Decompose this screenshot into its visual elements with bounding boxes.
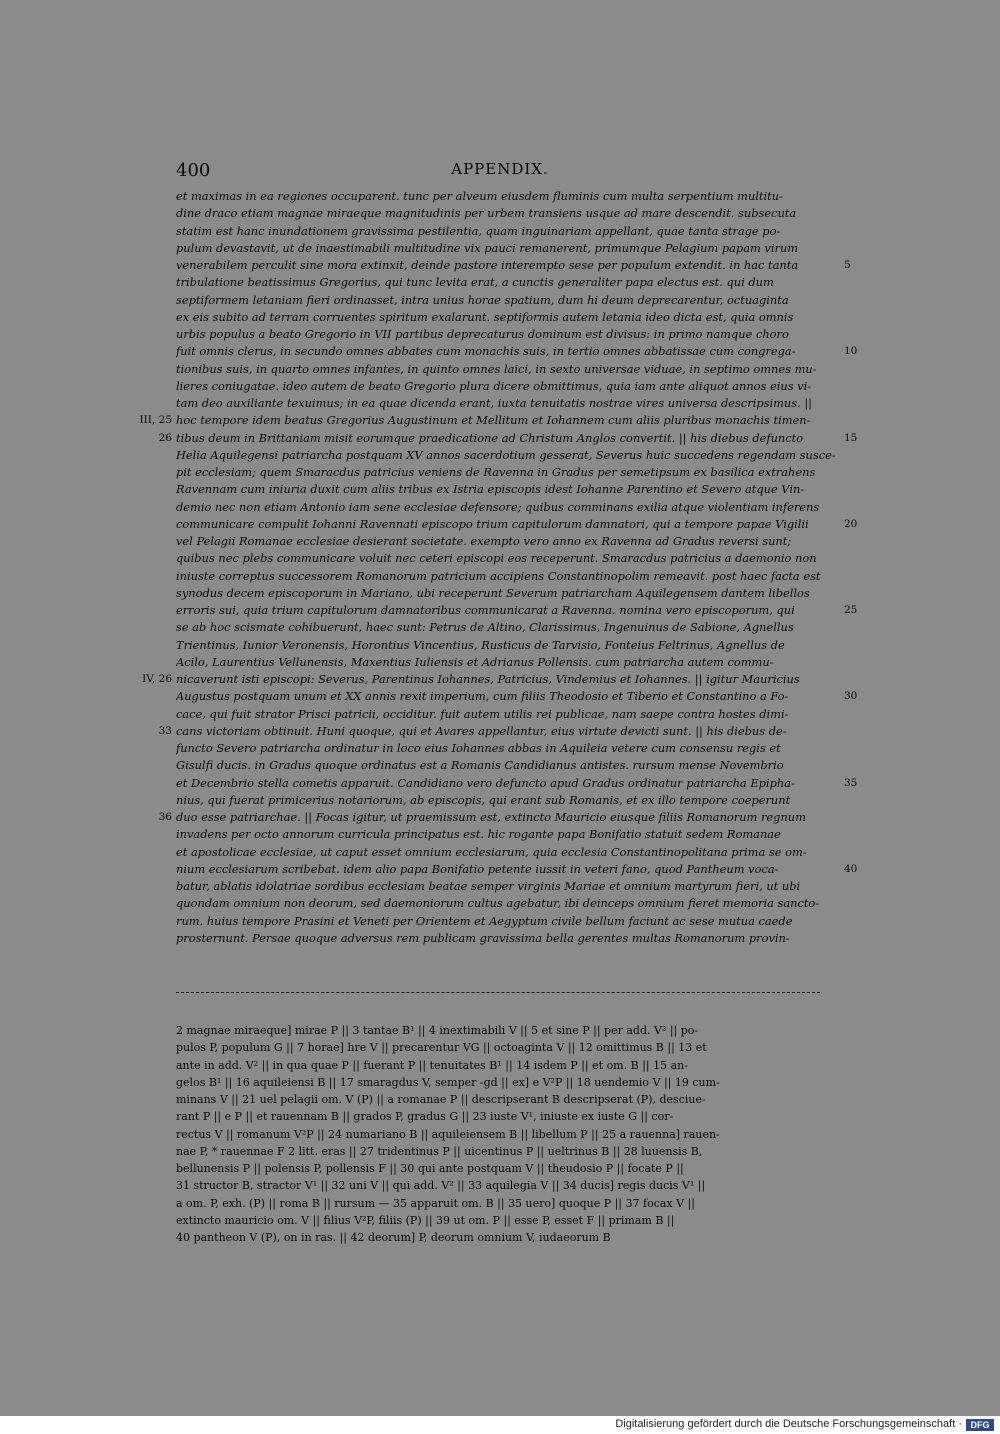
line-number: 5: [844, 259, 851, 271]
apparatus-line: [0, 1108, 1000, 1125]
source-reference: 26: [158, 431, 172, 444]
line-text: vel Pelagii Romanae ecclesiae desierant societate. exempto vero anno ex Ravenna ad Gradus reversi sunt;: [176, 534, 792, 548]
line-text: Acilo, Laurentius Vellunensis, Maxentius Iuliensis et Adrianus Pollensis. cum patriarcha autem commu-: [176, 654, 774, 669]
text-line: [0, 481, 1000, 498]
line-text: Helia Aquilegensi patriarcha postquam XV annos sacerdotium gesserat, Severus huic succedens regendam susce-: [176, 447, 836, 462]
text-line: [0, 309, 1000, 326]
text-line: [0, 688, 1000, 705]
text-line: [0, 706, 1000, 723]
line-text: septiformem letaniam fieri ordinasset, intra unius horae spatium, dum hi deum deprecarentur, octuaginta: [176, 292, 789, 307]
text-line: [0, 499, 1000, 516]
line-number: 20: [844, 517, 858, 530]
text-line: [0, 654, 1000, 671]
text-line: [0, 395, 1000, 412]
line-number: 25: [844, 604, 858, 616]
apparatus-line: [0, 1212, 1000, 1229]
line-text: Gisulfi ducis. in Gradus quoque ordinatus est a Romanis Candidianus antistes. rursum mense Novembrio: [176, 758, 784, 773]
text-line: [0, 637, 1000, 654]
line-text: fuit omnis clerus, in secundo omnes abbates cum monachis suis, in tertio omnes abbatissae cum congrega-: [176, 344, 796, 359]
footnote-divider: [176, 992, 820, 993]
apparatus-text: gelos B¹ || 16 aquileiensi B || 17 smaragdus V, semper -gd || ex] e V²P || 18 uendemio V || 19 cum-: [176, 1075, 720, 1089]
source-reference: III, 25: [139, 414, 172, 427]
line-text: tionibus suis, in quarto omnes infantes, in quinto omnes laici, in sexto universae viduae, in septimo omnes mu-: [176, 361, 817, 376]
text-line: [0, 188, 1000, 205]
apparatus-text: 40 pantheon V (P), on in ras. || 42 deorum] P, deorum omnium V, iudaeorum B: [176, 1231, 611, 1244]
text-line: [0, 585, 1000, 602]
text-line: [0, 533, 1000, 550]
apparatus-text: rectus V || romanum V²P || 24 numariano B || aquileiensem B || libellum P || 25 a rauenna] rauen-: [176, 1127, 720, 1141]
line-text: urbis populus a beato Gregorio in VII partibus deprecaturus dominum est divisus: in primo namque choro: [176, 327, 789, 341]
text-line: [0, 792, 1000, 809]
line-text: dine draco etiam magnae miraeque magnitudinis per urbem transiens usque ad mare descendit. subsecuta: [176, 206, 797, 221]
line-text: invadens per octo annorum curricula principatus est. hic rogante papa Bonifatio statuit sedem Romanae: [176, 827, 781, 842]
text-line: [0, 723, 1000, 740]
line-text: nium ecclesiarum scribebat. idem alio papa Bonifatio petente iussit in veteri fano, quod Pantheum voca-: [176, 861, 779, 876]
apparatus-line: [0, 1195, 1000, 1212]
line-text: tam deo auxiliante texuimus; in ea quae dicenda erant, iuxta tenuitatis nostrae vires universa descripsimus. ||: [176, 396, 813, 410]
line-text: communicare compulit Iohanni Ravennati episcopo trium capitulorum damnatori, qui a tempore papae Vigilii: [176, 516, 809, 531]
text-line: [0, 671, 1000, 688]
source-reference: IV, 26: [142, 673, 172, 685]
text-line: [0, 326, 1000, 343]
text-line: [0, 274, 1000, 291]
apparatus-line: [0, 1091, 1000, 1108]
line-text: et Decembrio stella cometis apparuit. Candidiano vero defuncto apud Gradus ordinatur patriarcha Epipha-: [176, 775, 795, 790]
text-line: [0, 257, 1000, 274]
apparatus-text: rant P || e P || et rauennam B || grados P, gradus G || 23 iuste V¹, iniuste ex iuste G || cor-: [176, 1110, 674, 1124]
critical-apparatus: [0, 1022, 1000, 1246]
source-reference: 33: [158, 724, 172, 737]
line-text: nicaverunt isti episcopi: Severus, Parentinus Iohannes, Patricius, Vindemius et Iohannes. || igitur Mauricius: [176, 672, 800, 686]
text-line: [0, 895, 1000, 912]
main-text: [0, 188, 1000, 947]
line-text: quondam omnium non deorum, sed daemoniorum cultus agebatur, ibi deinceps omnium fieret memoria sancto-: [176, 896, 820, 911]
page-number: 400: [176, 160, 211, 181]
apparatus-line: [0, 1126, 1000, 1143]
line-text: Ravennam cum iniuria duxit cum aliis tribus ex Istria episcopis idest Iohanne Parentino et Severo atque Vin-: [176, 482, 805, 497]
apparatus-line: [0, 1177, 1000, 1194]
line-text: pit ecclesiam; quem Smaracdus patricius veniens de Ravenna in Gradus per semetipsum ex basilica extrahens: [176, 465, 816, 479]
text-line: [0, 861, 1000, 878]
apparatus-text: extincto mauricio om. V || filius V²P, filiis (P) || 39 ut om. P || esse P, esset F || primam B ||: [176, 1213, 675, 1227]
text-line: [0, 757, 1000, 774]
line-text: tibus deum in Brittaniam misit eorumque praedicatione ad Christum Anglos convertit. || his diebus defuncto: [176, 430, 804, 445]
apparatus-text: 2 magnae miraeque] mirae P || 3 tantae B¹ || 4 inextimabili V || 5 et sine P || per add. V² || po-: [176, 1024, 699, 1037]
text-line: [0, 568, 1000, 585]
text-line: [0, 913, 1000, 930]
text-line: [0, 292, 1000, 309]
apparatus-line: [0, 1022, 1000, 1039]
line-text: erroris sui, quia trium capitulorum damnatoribus communicarat a Ravenna. nomina vero episcoporum, qui: [176, 603, 795, 617]
line-text: functo Severo patriarcha ordinatur in loco eius Iohannes abbas in Aquileia vetere cum consensu regis et: [176, 741, 781, 755]
line-text: pulum devastavit, ut de inaestimabili multitudine vix pauci remanerent, primumque Pelagium papam virum: [176, 240, 799, 255]
line-text: hoc tempore idem beatus Gregorius Augustinum et Mellitum et Iohannem cum aliis pluribus monachis timen-: [176, 413, 811, 428]
funding-notice: Digitalisierung gefördert durch die Deutsche Forschungsgemeinschaft ·: [615, 1418, 962, 1430]
apparatus-text: bellunensis P || polensis P, pollensis F || 30 qui ante postquam V || theudosio P || focate P ||: [176, 1162, 684, 1175]
line-text: quibus nec plebs communicare voluit nec ceteri episcopi eos receperunt. Smaracdus patricius a daemonio non: [176, 551, 817, 566]
apparatus-line: [0, 1074, 1000, 1091]
text-line: [0, 516, 1000, 533]
text-line: [0, 412, 1000, 429]
text-line: [0, 740, 1000, 757]
text-line: [0, 602, 1000, 619]
line-text: synodus decem episcoporum in Mariano, ubi receperunt Severum patriarcham Aquilegensem dantem libellos: [176, 585, 810, 600]
apparatus-text: minans V || 21 uel pelagii om. V (P) || a romanae P || descripserant B descripserat (P), desciue-: [176, 1093, 706, 1106]
dfg-logo: DFG: [966, 1419, 994, 1431]
line-text: venerabilem perculit sine mora extinxit, deinde pastore interempto sese per populum extendit. in hac tanta: [176, 258, 799, 272]
apparatus-text: pulos P, populum G || 7 horae] hre V || precarentur VG || octoaginta V || 12 omittimus B || 13 et: [176, 1041, 707, 1055]
text-line: [0, 619, 1000, 636]
line-text: Trientinus, Iunior Veronensis, Horontius Vincentius, Rusticus de Tarvisio, Fonteius Feltrinus, Agnellus de: [176, 637, 785, 652]
text-line: [0, 464, 1000, 481]
running-head: APPENDIX.: [451, 160, 549, 178]
page-header: [0, 160, 1000, 184]
apparatus-line: [0, 1039, 1000, 1056]
text-line: [0, 775, 1000, 792]
line-text: duo esse patriarchae. || Focas igitur, ut praemissum est, extincto Mauricio eiusque filiis Romanorum regnum: [176, 810, 806, 824]
apparatus-text: 31 structor B, stractor V¹ || 32 uni V || qui add. V² || 33 aquilegia V || 34 ducis] regis ducis V¹ ||: [176, 1179, 706, 1193]
apparatus-line: [0, 1057, 1000, 1074]
line-text: prosternunt. Persae quoque adversus rem publicam gravissima bella gerentes multas Romanorum provin-: [176, 930, 790, 945]
source-reference: 36: [158, 811, 172, 823]
text-line: [0, 826, 1000, 843]
text-line: [0, 240, 1000, 257]
line-text: rum. huius tempore Prasini et Veneti per Orientem et Aegyptum civile bellum faciunt ac sese mutua caede: [176, 913, 793, 928]
line-number: 30: [844, 690, 858, 703]
line-number: 35: [844, 776, 858, 789]
text-line: [0, 430, 1000, 447]
text-line: [0, 550, 1000, 567]
line-number: 40: [844, 862, 858, 875]
apparatus-line: [0, 1229, 1000, 1246]
text-line: [0, 844, 1000, 861]
line-text: ex eis subito ad terram corruentes spiritum exalarunt. septiformis autem letania ideo dicta est, quia omnis: [176, 309, 794, 324]
apparatus-line: [0, 1143, 1000, 1160]
text-line: [0, 447, 1000, 464]
line-text: se ab hoc scismate cohibuerunt, haec sunt: Petrus de Altino, Clarissimus, Ingenuinus de Sabione, Agnellus: [176, 620, 794, 635]
text-line: [0, 205, 1000, 222]
text-line: [0, 878, 1000, 895]
apparatus-text: a om. P, exh. (P) || roma B || rursum — 35 apparuit om. B || 35 uero] quoque P || 37 focax V ||: [176, 1196, 695, 1210]
apparatus-line: [0, 1160, 1000, 1177]
line-text: nius, qui fuerat primicerius notariorum, ab episcopis, qui erant sub Romanis, et ex illo tempore coeperunt: [176, 792, 791, 807]
apparatus-text: nae P, * rauennae F 2 litt. eras || 27 tridentinus P || uicentinus P || ueltrinus B || 28 luuensis B,: [176, 1144, 703, 1158]
line-text: cace, qui fuit strator Prisci patricii, occiditur. fuit autem utilis rei publicae, nam saepe contra hostes dimi-: [176, 706, 789, 721]
line-text: tribulatione beatissimus Gregorius, qui tunc levita erat, a cunctis generaliter papa electus est. qui dum: [176, 275, 774, 290]
apparatus-text: ante in add. V² || in qua quae P || fuerant P || tenuitates B¹ || 14 isdem P || et om. B || 15 an-: [176, 1058, 688, 1072]
line-text: batur, ablatis idolatriae sordibus ecclesiam beatae semper virginis Mariae et omnium martyrum fieri, ut ubi: [176, 879, 801, 893]
digitization-footer: [0, 1417, 1000, 1434]
text-line: [0, 223, 1000, 240]
line-text: Augustus postquam unum et XX annis rexit imperium, cum filiis Theodosio et Tiberio et Constantino a Fo-: [176, 689, 789, 704]
line-text: lieres coniugatae. ideo autem de beato Gregorio plura dicere obmittimus, quia iam ante aliquot annos eius vi-: [176, 378, 812, 393]
line-text: statim est hanc inundationem gravissima pestilentia, quam inguinariam appellant, quae tanta strage po-: [176, 223, 781, 238]
text-line: [0, 809, 1000, 826]
line-number: 10: [844, 345, 858, 358]
line-text: demio nec non etiam Antonio iam sene ecclesiae defensore; quibus comminans exilia atque violentiam inferens: [176, 499, 820, 514]
text-line: [0, 930, 1000, 947]
line-text: et apostolicae ecclesiae, ut caput esset omnium ecclesiarum, quia ecclesia Constantinopolitana prima se om-: [176, 844, 807, 859]
line-text: cans victoriam obtinuit. Huni quoque, qui et Avares appellantur, eius virtute devicti sunt. || his diebus de-: [176, 723, 787, 738]
text-line: [0, 361, 1000, 378]
line-text: et maximas in ea regiones occuparent. tunc per alveum eiusdem fluminis cum multa serpentium multitu-: [176, 189, 783, 203]
line-text: iniuste correptus successorem Romanorum patricium accipiens Constantinopolim remeavit. post haec facta est: [176, 568, 821, 583]
text-line: [0, 343, 1000, 360]
text-line: [0, 378, 1000, 395]
line-number: 15: [844, 431, 858, 444]
